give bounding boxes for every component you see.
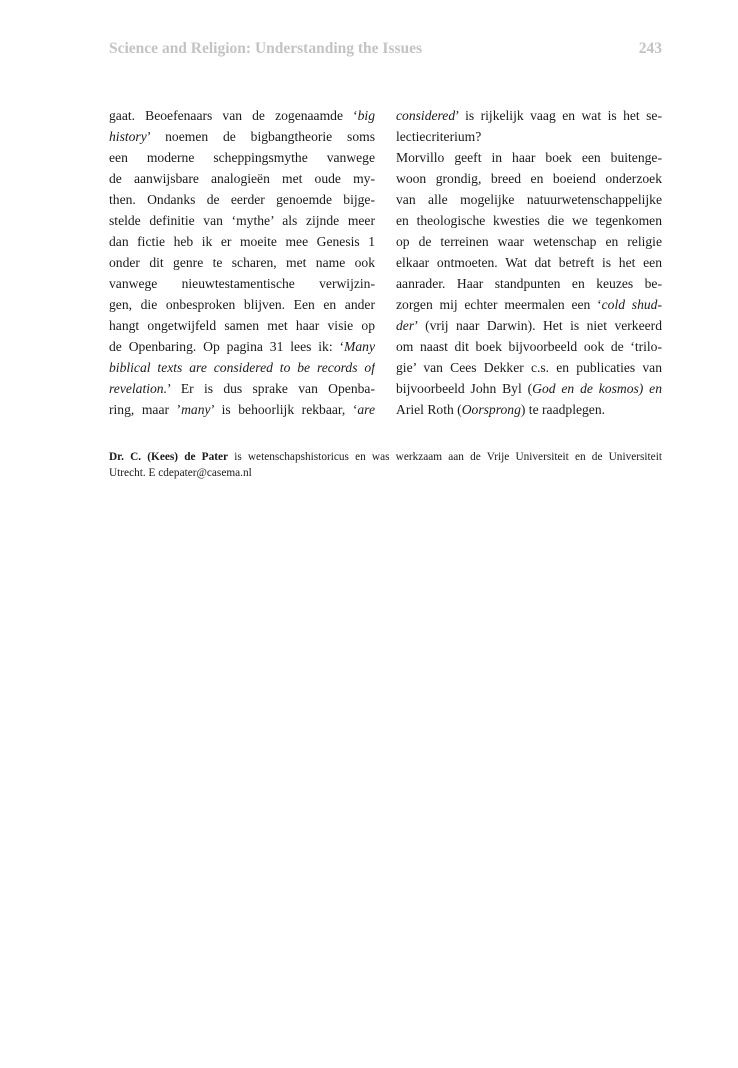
text-line [396, 294, 662, 315]
text-span: ’ is behoorlijk rekbaar, ‘ [210, 402, 358, 417]
italic-span: Oorsprong [461, 402, 521, 417]
text-line: lectiecriterium? [396, 129, 482, 144]
italic-span: considered [396, 108, 456, 123]
text-line: onder dit genre te scharen, met name ook [109, 255, 375, 270]
italic-span: big [357, 108, 375, 123]
text-line: om naast dit boek bijvoorbeeld ook de ‘trilo- [396, 339, 662, 354]
text-line: en theologische kwesties die we tegenkomen [396, 213, 662, 228]
italic-span: der [396, 318, 415, 333]
text-line: hangt ongetwijfeld samen met haar visie op [109, 318, 375, 333]
italic-span: revelation. [109, 381, 168, 396]
text-line [396, 399, 662, 420]
text-span: is wetenschapshistoricus en was werkzaam aan de Vrije Universiteit en de Universiteit [228, 451, 662, 463]
text-span: gaat. Beoefenaars van de zogenaamde ‘ [109, 108, 358, 123]
text-line: woon grondig, breed en boeiend onderzoek [396, 171, 662, 186]
right-column [396, 105, 662, 420]
text-span: ’ (vrij naar Darwin). Het is niet verkeerd [414, 318, 662, 333]
text-span: Ariel Roth ( [396, 402, 462, 417]
text-line: aanrader. Haar standpunten en keuzes be- [396, 276, 662, 291]
italic-span: biblical texts are considered to be records of [109, 360, 375, 375]
italic-span: God en de kosmos) en [532, 381, 662, 396]
text-span: ’ Er is dus sprake van Openba- [167, 381, 375, 396]
text-span: de Openbaring. Op pagina 31 lees ik: ‘ [109, 339, 345, 354]
text-line: vanwege nieuwtestamentische verwijzin- [109, 276, 375, 291]
text-line [396, 378, 662, 399]
italic-span: many [181, 402, 211, 417]
text-line [109, 357, 375, 378]
text-line [109, 105, 375, 126]
text-line: Utrecht. E cdepater@casema.nl [109, 467, 252, 479]
text-span: bijvoorbeeld John Byl ( [396, 381, 533, 396]
author-name: Dr. C. (Kees) de Pater [109, 451, 229, 463]
author-bio [109, 449, 662, 481]
text-line: gen, die onbesproken blijven. Een en ander [109, 297, 375, 312]
text-line: dan fictie heb ik er moeite mee Genesis 1 [109, 234, 375, 249]
text-line: stelde definitie van ‘mythe’ als zijnde meer [109, 213, 375, 228]
text-line: elkaar ontmoeten. Wat dat betreft is het een [396, 255, 662, 270]
italic-span: are [357, 402, 375, 417]
text-line [109, 449, 662, 465]
text-span: ) te raadplegen. [520, 402, 606, 417]
running-header [109, 40, 662, 58]
text-line: then. Ondanks de eerder genoemde bijge- [109, 192, 375, 207]
text-line [109, 378, 375, 399]
text-line [109, 336, 375, 357]
text-line [396, 105, 662, 126]
running-title: Science and Religion: Understanding the Issues [109, 40, 423, 57]
text-line: een moderne scheppingsmythe vanwege [109, 150, 375, 165]
text-line: Morvillo geeft in haar boek een buitenge- [396, 150, 662, 165]
text-span: zorgen mij echter meermalen een ‘ [396, 297, 602, 312]
text-line: op de terreinen waar wetenschap en religie [396, 234, 662, 249]
text-line: de aanwijsbare analogieën met oude my- [109, 171, 375, 186]
left-column [109, 105, 375, 420]
text-span: ’ is rijkelijk vaag en wat is het se- [455, 108, 662, 123]
text-line: van alle mogelijke natuurwetenschappelijke [396, 192, 662, 207]
italic-span: history [109, 129, 147, 144]
italic-span: Many [344, 339, 375, 354]
page-number: 243 [638, 40, 662, 57]
text-line [109, 126, 375, 147]
text-line [396, 315, 662, 336]
text-line: gie’ van Cees Dekker c.s. en publicaties van [396, 360, 662, 375]
article-body [109, 105, 662, 420]
text-span: ring, maar ’ [109, 402, 182, 417]
text-line [109, 399, 375, 420]
italic-span: cold shud- [601, 297, 662, 312]
text-span: ’ noemen de bigbangtheorie soms [146, 129, 375, 144]
